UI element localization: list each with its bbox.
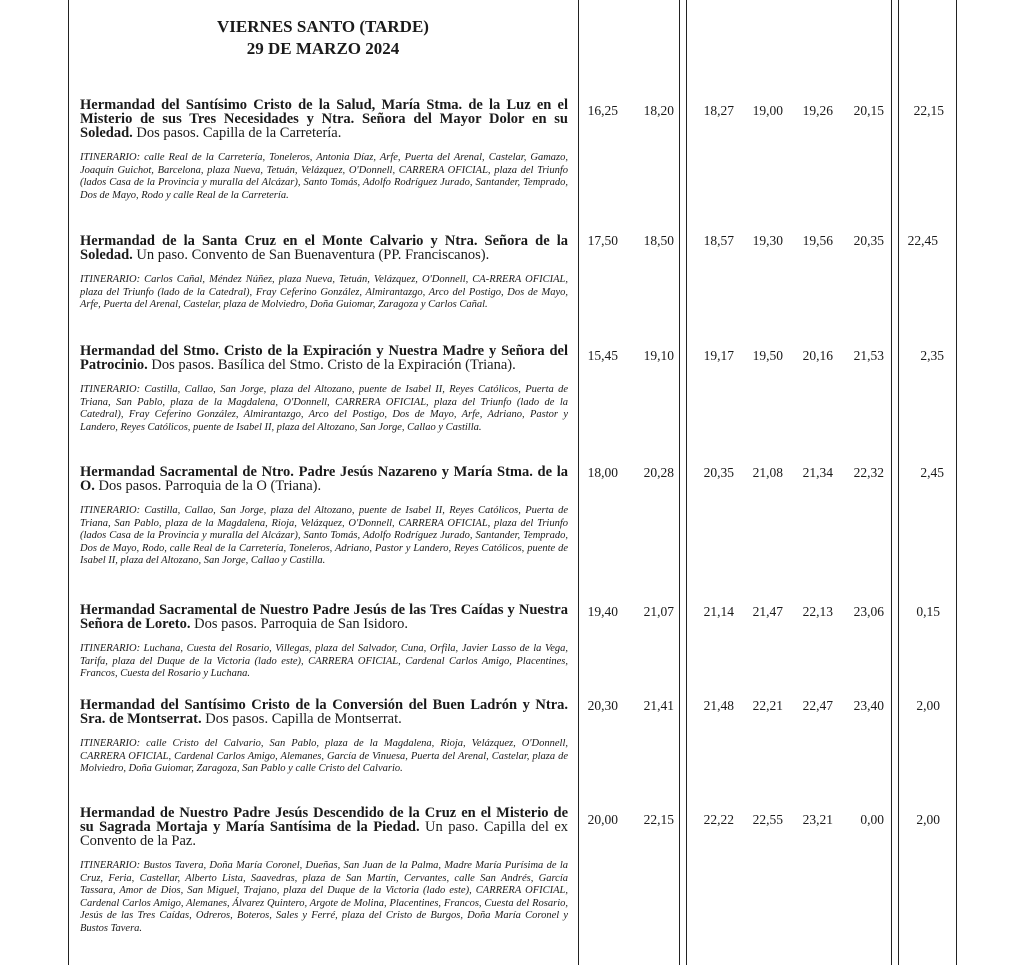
brotherhood-entry bbox=[80, 806, 568, 935]
time-catedral-salida: 22,47 bbox=[802, 698, 833, 713]
time-campana: 20,28 bbox=[643, 465, 674, 480]
time-salida: 18,00 bbox=[587, 465, 618, 480]
brotherhood-entry bbox=[80, 98, 568, 202]
entry-name: Hermandad del Santísimo Cristo de la Conversión del Buen Ladrón y Ntra. Sra. de Montserrat. bbox=[80, 697, 568, 727]
time-palco: 20,35 bbox=[703, 465, 734, 480]
page-heading bbox=[100, 16, 546, 60]
time-catedral-entrada: 19,00 bbox=[752, 103, 783, 118]
time-catedral-salida: 23,21 bbox=[802, 812, 833, 827]
time-campana: 21,07 bbox=[643, 604, 674, 619]
time-campana: 21,41 bbox=[643, 698, 674, 713]
time-entrada: 2,00 bbox=[916, 812, 940, 827]
time-fin-carrera: 0,00 bbox=[860, 812, 884, 827]
time-entrada: 22,15 bbox=[913, 103, 944, 118]
time-fin-carrera: 20,15 bbox=[853, 103, 884, 118]
time-salida: 16,25 bbox=[587, 103, 618, 118]
entry-detail: Un paso. Convento de San Buenaventura (PP. Franciscanos). bbox=[136, 247, 490, 263]
entry-name: Hermandad Sacramental de Ntro. Padre Jesús Nazareno y María Stma. de la O. bbox=[80, 464, 568, 494]
time-catedral-entrada: 22,21 bbox=[752, 698, 783, 713]
entry-detail: Un paso. Capilla del ex Convento de la Paz. bbox=[80, 819, 568, 849]
time-campana: 18,50 bbox=[643, 233, 674, 248]
page-date: 29 DE MARZO 2024 bbox=[246, 39, 400, 58]
time-palco: 18,57 bbox=[703, 233, 734, 248]
time-fin-carrera: 23,40 bbox=[853, 698, 884, 713]
entry-itinerary: ITINERARIO: Castilla, Callao, San Jorge, plaza del Altozano, puente de Isabel II, Reyes Católicos, Puerta de Triana, San Pablo, plaza de la Magdalena, O'Donnell, CARRERA OFICIAL, plaza del Triunfo (lado de la Catedral), Fray Ceferino González, Almirantazgo, Arco del Postigo, Dos de Mayo, Arfe, Adriano, Pastor y Landero, Reyes Católicos, puente de Isabel II, plaza del Altozano, San Jorge, Callao y Castilla. bbox=[80, 384, 568, 433]
time-entrada: 2,00 bbox=[916, 698, 940, 713]
entry-itinerary: ITINERARIO: Carlos Cañal, Méndez Núñez, plaza Nueva, Tetuán, Velázquez, O'Donnell, CA-RRERA OFICIAL, plaza del Triunfo (lado de la Catedral), Fray Ceferino González, Almirantazgo, Arco del Postigo, Dos de Mayo, Arfe, Puerta del Arenal, Castelar, plaza de Molviedro, Doña Guiomar, Zaragoza y Carlos Cañal. bbox=[80, 274, 568, 310]
brotherhood-entry bbox=[80, 234, 568, 312]
time-catedral-salida: 20,16 bbox=[802, 348, 833, 363]
entry-detail: Dos pasos. Capilla de la Carretería. bbox=[136, 125, 342, 141]
time-entrada: 22,45 bbox=[907, 233, 938, 248]
page-title: VIERNES SANTO (TARDE) bbox=[217, 17, 429, 36]
time-palco: 19,17 bbox=[703, 348, 734, 363]
brotherhood-entry bbox=[80, 698, 568, 776]
entry-itinerary: ITINERARIO: Luchana, Cuesta del Rosario, Villegas, plaza del Salvador, Cuna, Orfila, Javier Lasso de la Vega, Tarifa, plaza del Duque de la Victoria (lado este), CARRERA OFICIAL, Cardenal Carlos Amigo, Placentines, Francos, Cuesta del Rosario y Luchana. bbox=[80, 643, 568, 679]
entry-itinerary: ITINERARIO: calle Real de la Carretería, Toneleros, Antonia Díaz, Arfe, Puerta del Arenal, Castelar, Gamazo, Joaquín Guichot, Barcelona, plaza Nueva, Tetuán, Velázquez, O'Donnell, CARRERA OFICIAL, plaza del Triunfo (lados Casa de la Provincia y muralla del Alcázar), Santo Tomás, Adolfo Rodríguez Jurado, Santander, Temprado, Dos de Mayo, Rodo y calle Real de la Carretería. bbox=[80, 152, 568, 201]
entry-name: Hermandad de la Santa Cruz en el Monte Calvario y Ntra. Señora de la Soledad. bbox=[80, 233, 568, 263]
time-catedral-entrada: 21,47 bbox=[752, 604, 783, 619]
entry-detail: Dos pasos. Parroquia de la O (Triana). bbox=[98, 478, 322, 494]
entry-title bbox=[80, 698, 568, 726]
time-campana: 22,15 bbox=[643, 812, 674, 827]
time-fin-carrera: 21,53 bbox=[853, 348, 884, 363]
brotherhood-entry bbox=[80, 344, 568, 434]
time-catedral-entrada: 21,08 bbox=[752, 465, 783, 480]
entry-detail: Dos pasos. Capilla de Montserrat. bbox=[205, 711, 402, 727]
time-fin-carrera: 22,32 bbox=[853, 465, 884, 480]
brotherhood-entry bbox=[80, 465, 568, 568]
time-entrada: 0,15 bbox=[916, 604, 940, 619]
entry-name: Hermandad de Nuestro Padre Jesús Descendido de la Cruz en el Misterio de su Sagrada Mortaja y María Santísima de la Piedad. bbox=[80, 805, 568, 835]
time-salida: 19,40 bbox=[587, 604, 618, 619]
entry-title bbox=[80, 465, 568, 493]
time-campana: 19,10 bbox=[643, 348, 674, 363]
time-palco: 18,27 bbox=[703, 103, 734, 118]
brotherhood-entry bbox=[80, 603, 568, 681]
entry-name: Hermandad del Stmo. Cristo de la Expiración y Nuestra Madre y Señora del Patrocinio. bbox=[80, 343, 568, 373]
time-campana: 18,20 bbox=[643, 103, 674, 118]
entry-title bbox=[80, 98, 568, 140]
time-palco: 21,14 bbox=[703, 604, 734, 619]
time-catedral-entrada: 19,30 bbox=[752, 233, 783, 248]
entry-title bbox=[80, 603, 568, 631]
entry-itinerary: ITINERARIO: calle Cristo del Calvario, San Pablo, plaza de la Magdalena, Rioja, Velázquez, O'Donnell, CARRERA OFICIAL, Cardenal Carlos Amigo, Alemanes, García de Vinuesa, Puerta del Arenal, Castelar, plaza de Molviedro, Doña Guiomar, Zaragoza, San Pablo y calle Cristo del Calvario. bbox=[80, 738, 568, 774]
time-salida: 20,30 bbox=[587, 698, 618, 713]
time-fin-carrera: 20,35 bbox=[853, 233, 884, 248]
time-catedral-entrada: 19,50 bbox=[752, 348, 783, 363]
entry-title bbox=[80, 234, 568, 262]
entry-detail: Dos pasos. Parroquia de San Isidoro. bbox=[194, 616, 408, 632]
time-fin-carrera: 23,06 bbox=[853, 604, 884, 619]
time-salida: 17,50 bbox=[587, 233, 618, 248]
time-salida: 15,45 bbox=[587, 348, 618, 363]
column-rule bbox=[956, 0, 957, 965]
time-catedral-salida: 19,56 bbox=[802, 233, 833, 248]
time-catedral-salida: 19,26 bbox=[802, 103, 833, 118]
entry-detail: Dos pasos. Basílica del Stmo. Cristo de la Expiración (Triana). bbox=[151, 357, 516, 373]
entry-itinerary: ITINERARIO: Bustos Tavera, Doña María Coronel, Dueñas, San Juan de la Palma, Madre María Purísima de la Cruz, Feria, Castellar, Alberto Lista, Saavedras, plaza de San Martín, Cervantes, calle San Andrés, García Tassara, Amor de Dios, San Miguel, Trajano, plaza del Duque de la Victoria (lado este), CARRERA OFICIAL, Cardenal Carlos Amigo, Alemanes, Álvarez Quintero, Argote de Molina, Placentines, Francos, Cuesta del Rosario, Jesús de las Tres Caídas, Odreros, Boteros, Sales y Ferré, plaza del Cristo de Burgos, Doña María Coronel y Bustos Tavera. bbox=[80, 860, 568, 934]
time-catedral-entrada: 22,55 bbox=[752, 812, 783, 827]
entry-itinerary: ITINERARIO: Castilla, Callao, San Jorge, plaza del Altozano, puente de Isabel II, Reyes Católicos, Puerta de Triana, San Pablo, plaza de la Magdalena, Rioja, Velázquez, O'Donnell, CARRERA OFICIAL, plaza del Triunfo (lados Casa de la Provincia y muralla del Alcázar), Santo Tomás, Adolfo Rodríguez Jurado, Santander, Temprado, Dos de Mayo, Rodo, calle Real de la Carretería, Toneleros, Adriano, Pastor y Landero, Reyes Católicos, puente de Isabel II, plaza del Altozano, San Jorge, Callao y Castilla. bbox=[80, 505, 568, 566]
entry-title bbox=[80, 344, 568, 372]
entry-title bbox=[80, 806, 568, 848]
column-rule bbox=[679, 0, 680, 965]
time-palco: 21,48 bbox=[703, 698, 734, 713]
time-catedral-salida: 21,34 bbox=[802, 465, 833, 480]
time-palco: 22,22 bbox=[703, 812, 734, 827]
column-rule bbox=[68, 0, 69, 965]
time-salida: 20,00 bbox=[587, 812, 618, 827]
time-catedral-salida: 22,13 bbox=[802, 604, 833, 619]
entry-name: Hermandad Sacramental de Nuestro Padre Jesús de las Tres Caídas y Nuestra Señora de Loreto. bbox=[80, 602, 568, 632]
time-entrada: 2,35 bbox=[920, 348, 944, 363]
entry-name: Hermandad del Santísimo Cristo de la Salud, María Stma. de la Luz en el Misterio de sus Tres Necesidades y Ntra. Señora del Mayor Dolor en su Soledad. bbox=[80, 97, 568, 141]
time-entrada: 2,45 bbox=[920, 465, 944, 480]
